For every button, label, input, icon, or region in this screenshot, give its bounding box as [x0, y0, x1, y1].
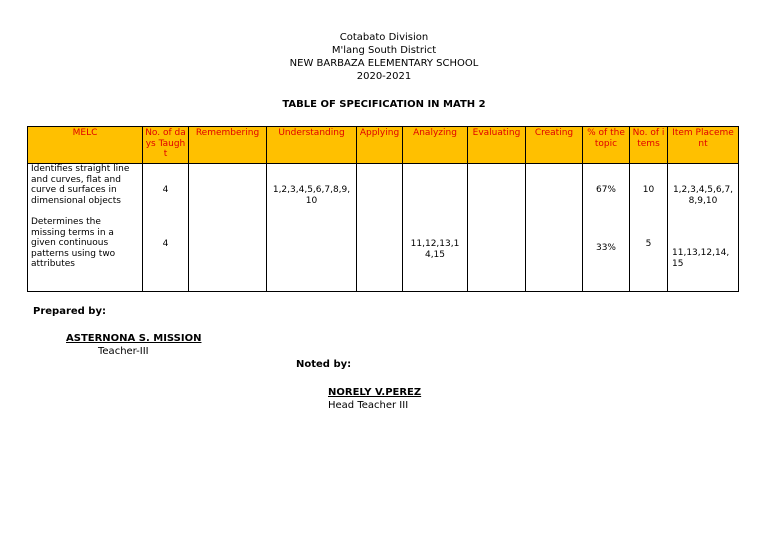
days-value: 4: [162, 185, 169, 195]
percent-value: 67%: [595, 185, 616, 195]
document-header: [0, 31, 768, 83]
creating-cell: [526, 164, 583, 292]
column-header: Applying: [357, 127, 403, 164]
analyzing-cell: [403, 164, 468, 292]
noter-name: NORELY V.PEREZ: [328, 387, 422, 398]
document-title: TABLE OF SPECIFICATION IN MATH 2: [282, 99, 486, 110]
column-header: MELC: [28, 127, 143, 164]
applying-cell: [357, 164, 403, 292]
column-header: Evaluating: [468, 127, 526, 164]
table-header-row: [28, 127, 739, 164]
noter-role: Head Teacher III: [328, 400, 409, 411]
items-value: 5: [645, 239, 652, 249]
percent-cell: [583, 164, 630, 292]
understanding-value: 1,2,3,4,5,6,7,8,9, 10: [272, 185, 351, 206]
column-header: Creating: [526, 127, 583, 164]
specification-table: [27, 126, 739, 292]
column-header: Analyzing: [403, 127, 468, 164]
melc-item: Identifies straight line and curves, flat and curve d surfaces in dimensional objects: [31, 164, 130, 206]
analyzing-value: 11,12,13,1 4,15: [410, 239, 460, 260]
division-name: Cotabato Division: [339, 32, 429, 43]
placement-value: 11,13,12,14, 15: [672, 248, 730, 269]
understanding-cell: [267, 164, 357, 292]
noted-by-label: Noted by:: [296, 359, 352, 370]
district-name: M'lang South District: [331, 45, 437, 56]
table-row: [28, 164, 739, 292]
evaluating-cell: [468, 164, 526, 292]
school-name: NEW BARBAZA ELEMENTARY SCHOOL: [289, 58, 479, 69]
items-value: 10: [642, 185, 655, 195]
column-header: No. of days Taught: [143, 127, 189, 164]
days-cell: [143, 164, 189, 292]
items-cell: [630, 164, 668, 292]
remembering-cell: [189, 164, 267, 292]
column-header: Remembering: [189, 127, 267, 164]
school-year: 2020-2021: [356, 71, 412, 82]
melc-cell: [28, 164, 143, 292]
placement-value: 1,2,3,4,5,6,7, 8,9,10: [672, 185, 734, 206]
days-value: 4: [162, 239, 169, 249]
percent-value: 33%: [595, 243, 616, 253]
melc-item: Determines the missing terms in a given continuous patterns using two attributes: [31, 217, 116, 269]
preparer-name: ASTERNONA S. MISSION: [66, 333, 202, 344]
column-header: % of the topic: [583, 127, 630, 164]
column-header: Understanding: [267, 127, 357, 164]
column-header: No. of items: [630, 127, 668, 164]
placement-cell: [668, 164, 739, 292]
preparer-role: Teacher-III: [98, 346, 149, 357]
prepared-by-label: Prepared by:: [33, 306, 106, 317]
column-header: Item Placement: [668, 127, 739, 164]
